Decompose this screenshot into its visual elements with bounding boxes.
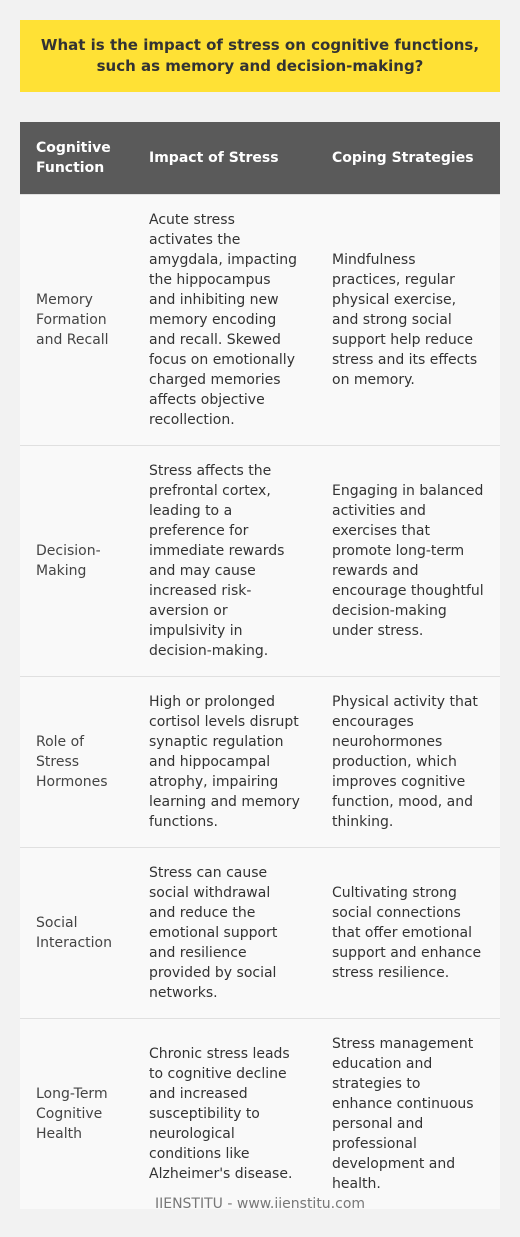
table-body [20, 194, 500, 1209]
header-cognitive-function: Cognitive Function [20, 122, 133, 194]
cell-impact: Stress can cause social withdrawal and reduce the emotional support and resilience provided by social networks. [133, 847, 316, 1018]
footer-credit: IIENSTITU - www.iienstitu.com [154, 1196, 366, 1212]
cell-function: Social Interaction [20, 847, 133, 1018]
cell-function: Memory Formation and Recall [20, 194, 133, 445]
table-header [20, 122, 500, 194]
header-coping-strategies: Coping Strategies [316, 122, 500, 194]
header-row [20, 122, 500, 194]
cell-coping: Stress management education and strategies to enhance continuous personal and professional development and health. [316, 1018, 500, 1209]
stress-table [20, 122, 500, 1209]
cell-coping: Mindfulness practices, regular physical exercise, and strong social support help reduce stress and its effects on memory. [316, 194, 500, 445]
cell-function: Long-Term Cognitive Health [20, 1018, 133, 1209]
cell-coping: Engaging in balanced activities and exercises that promote long-term rewards and encourage thoughtful decision-making under stress. [316, 445, 500, 676]
table-row [20, 445, 500, 676]
cell-impact: High or prolonged cortisol levels disrupt synaptic regulation and hippocampal atrophy, impairing learning and memory functions. [133, 676, 316, 847]
stress-table-container [20, 122, 500, 1209]
cell-impact: Stress affects the prefrontal cortex, leading to a preference for immediate rewards and may cause increased risk-aversion or impulsivity in decision-making. [133, 445, 316, 676]
header-impact-of-stress: Impact of Stress [133, 122, 316, 194]
table-row [20, 847, 500, 1018]
cell-impact: Acute stress activates the amygdala, impacting the hippocampus and inhibiting new memory encoding and recall. Skewed focus on emotionally charged memories affects objective recollection. [133, 194, 316, 445]
cell-function: Role of Stress Hormones [20, 676, 133, 847]
table-row [20, 676, 500, 847]
page-title: What is the impact of stress on cognitive functions, such as memory and decision-making? [40, 36, 480, 75]
table-row [20, 194, 500, 445]
table-row [20, 1018, 500, 1209]
cell-coping: Physical activity that encourages neurohormones production, which improves cognitive function, mood, and thinking. [316, 676, 500, 847]
cell-coping: Cultivating strong social connections that offer emotional support and enhance stress resilience. [316, 847, 500, 1018]
title-banner [20, 20, 500, 92]
cell-impact: Chronic stress leads to cognitive decline and increased susceptibility to neurological conditions like Alzheimer's disease. [133, 1018, 316, 1209]
cell-function: Decision-Making [20, 445, 133, 676]
